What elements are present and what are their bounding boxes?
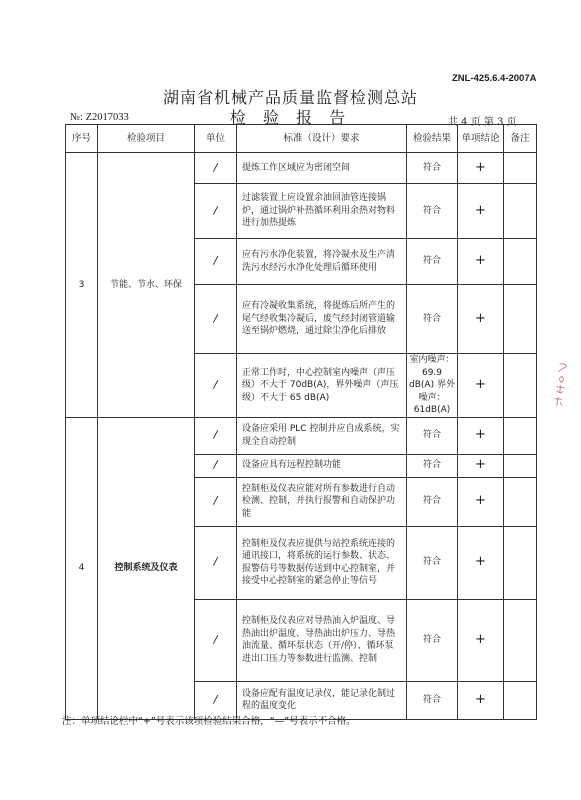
handwritten-signature: [553, 360, 565, 420]
col-header-conclusion: 单项结论: [458, 125, 504, 153]
result-cell: 室内噪声：69.9 dB(A) 界外噪声：61dB(A): [407, 354, 458, 418]
remark-cell: [504, 477, 537, 526]
result-cell: 符合: [407, 526, 458, 599]
unit-cell: /: [195, 477, 237, 526]
requirement-cell: 控制柜及仪表应能对所有参数进行自动检测、控制，并执行报警和自动保护功能: [237, 477, 407, 526]
item-number: 3: [66, 153, 98, 418]
unit-cell: /: [195, 681, 237, 719]
requirement-cell: 正常工作时，中心控制室内噪声（声压级）不大于 70dB(A)，界外噪声（声压级）不大于 65 dB(A): [237, 354, 407, 418]
conclusion-cell: +: [458, 239, 504, 285]
remark-cell: [504, 681, 537, 719]
result-cell: 符合: [407, 477, 458, 526]
table-row: [66, 417, 537, 454]
requirement-cell: 设备应采用 PLC 控制并应自成系统，实现全自动控制: [237, 417, 407, 454]
result-cell: 符合: [407, 153, 458, 184]
conclusion-cell: +: [458, 477, 504, 526]
result-cell: 符合: [407, 239, 458, 285]
table-header-row: [66, 125, 537, 153]
requirement-cell: 过滤装置上应设置余油回油管连接锅炉，通过锅炉补热循环利用余热对物料进行加热提炼: [237, 184, 407, 239]
inspection-category: 控制系统及仪表: [98, 417, 195, 719]
conclusion-cell: +: [458, 526, 504, 599]
inspection-table: [65, 124, 537, 720]
unit-cell: /: [195, 153, 237, 184]
requirement-cell: 提炼工作区域应为密闭空间: [237, 153, 407, 184]
unit-cell: /: [195, 285, 237, 354]
remark-cell: [504, 184, 537, 239]
unit-cell: /: [195, 454, 237, 477]
requirement-cell: 应有冷凝收集系统，将提炼后所产生的尾气经收集冷凝后，废气经封闭管道输送至锅炉燃烧，通过除尘净化后排放: [237, 285, 407, 354]
conclusion-cell: +: [458, 153, 504, 184]
result-cell: 符合: [407, 454, 458, 477]
document-code: ZNL-425.6.4-2007A: [452, 73, 537, 84]
result-cell: 符合: [407, 681, 458, 719]
col-header-unit: 单位: [195, 125, 237, 153]
unit-cell: /: [195, 526, 237, 599]
report-number-value: Z2017033: [85, 112, 129, 123]
col-header-remark: 备注: [504, 125, 537, 153]
result-cell: 符合: [407, 599, 458, 681]
page-info: 共 4 页 第 3 页: [448, 117, 517, 128]
requirement-cell: 设备应配有温度记录仪，能记录化制过程的温度变化: [237, 681, 407, 719]
conclusion-cell: +: [458, 454, 504, 477]
footnote: 注：单项结论栏中“+”号表示该项检验结果合格，“—”号表示不合格。: [62, 716, 356, 727]
conclusion-cell: +: [458, 184, 504, 239]
inspection-category: 节能、节水、环保: [98, 153, 195, 418]
requirement-cell: 应有污水净化装置，将冷凝水及生产清洗污水经污水净化处理后循环使用: [237, 239, 407, 285]
handwritten-signature-mark: [549, 359, 571, 416]
item-number: 4: [66, 417, 98, 719]
remark-cell: [504, 417, 537, 454]
remark-cell: [504, 239, 537, 285]
conclusion-cell: +: [458, 285, 504, 354]
remark-cell: [504, 599, 537, 681]
requirement-cell: 控制柜及仪表应提供与站控系统连接的通讯接口，将系统的运行参数、状态、报警信号等数据传送到中心控制室，并接受中心控制室的紧急停止等信号: [237, 526, 407, 599]
col-header-requirement: 标准（设计）要求: [237, 125, 407, 153]
col-header-item: 检验项目: [98, 125, 195, 153]
col-header-result: 检验结果: [407, 125, 458, 153]
requirement-cell: 设备应具有远程控制功能: [237, 454, 407, 477]
result-cell: 符合: [407, 285, 458, 354]
unit-cell: /: [195, 184, 237, 239]
result-cell: 符合: [407, 184, 458, 239]
unit-cell: /: [195, 599, 237, 681]
unit-cell: /: [195, 417, 237, 454]
conclusion-cell: +: [458, 354, 504, 418]
report-number-label: №:: [70, 112, 83, 123]
remark-cell: [504, 454, 537, 477]
conclusion-cell: +: [458, 599, 504, 681]
result-cell: 符合: [407, 417, 458, 454]
conclusion-cell: +: [458, 417, 504, 454]
unit-cell: /: [195, 239, 237, 285]
remark-cell: [504, 526, 537, 599]
remark-cell: [504, 354, 537, 418]
remark-cell: [504, 285, 537, 354]
requirement-cell: 控制柜及仪表应对导热油入炉温度、导热油出炉温度、导热油出炉压力、导热油流量、循环泵状态（开/停）、循环泵进出口压力等参数进行监测、控制: [237, 599, 407, 681]
col-header-no: 序号: [66, 125, 98, 153]
remark-cell: [504, 153, 537, 184]
organization-name: 湖南省机械产品质量监督检测总站: [162, 88, 418, 107]
report-title: 检 验 报 告: [229, 108, 352, 127]
conclusion-cell: +: [458, 681, 504, 719]
unit-cell: /: [195, 354, 237, 418]
table-row: [66, 153, 537, 184]
